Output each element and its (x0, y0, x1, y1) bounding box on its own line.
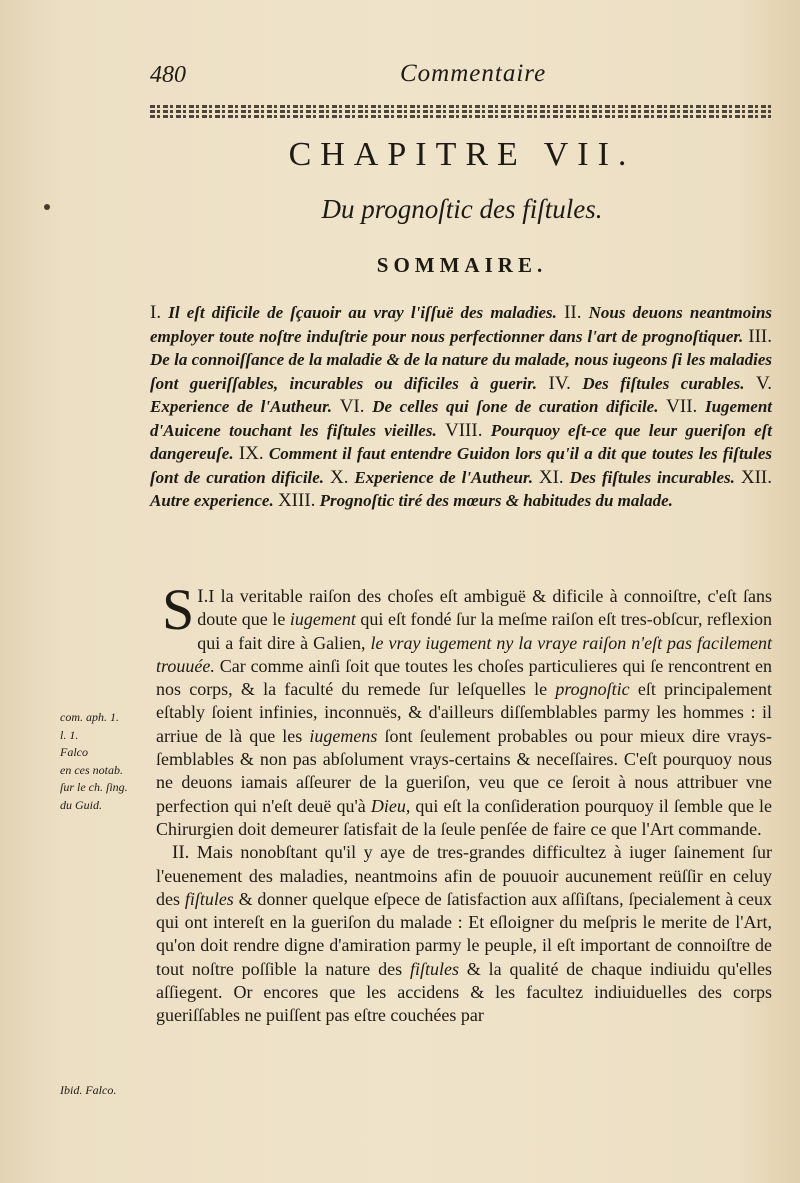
text-run: Car comme ainſi ſoit que toutes les choſes particulieres qui ſe rencontrent en nos corps, & la faculté du remede ſur leſquelles le (156, 655, 772, 700)
summary-num: III. (748, 325, 773, 347)
summary-num: I. (150, 302, 162, 323)
chapter-subtitle: Du prognoſtic des fiſtules. (321, 194, 603, 224)
italic-run: iugemens (309, 725, 378, 746)
margin-note-line: en ces notab. (60, 762, 123, 777)
summary-item: Des fiſtules curables. (582, 373, 745, 393)
margin-note-citation (60, 709, 152, 814)
summary-item: Autre experience. (150, 491, 274, 510)
summary-item: Prognoſtic tiré des mœurs & habitudes du malade. (319, 491, 673, 510)
italic-run: Dieu (370, 795, 406, 816)
summary-item: Il eſt dificile de ſçauoir au vray l'iſſuë des maladies. (168, 303, 557, 322)
text-run: & donner quelque eſpece de ſatisfaction aux aſſiſtans, ſpecialement à ceux qui ont intereſt en la gueriſon du malade : Et eſloigner du meſpris le merite de l'Art, qu'on doit rendre digne d'amiration parmy le peuple, il eſt important de connoiſtre de tout noſtre poſſible la nature des (156, 888, 773, 979)
summary-num: II. (564, 302, 582, 323)
summary-num: IV. (548, 372, 571, 394)
italic-run: iugement (289, 609, 356, 630)
margin-note-line: Falco (60, 745, 88, 759)
italic-run: prognoſtic (555, 679, 630, 700)
running-head (150, 58, 768, 90)
paragraph-2 (156, 841, 772, 1027)
paragraph-1 (156, 577, 773, 841)
sommaire-heading: SOMMAIRE. (376, 253, 548, 277)
ornament-band (150, 104, 774, 118)
italic-run: fiſtules (184, 888, 234, 909)
summary-item: De la connoiſſance de la maladie & de la nature du malade, nous iugeons ſi les maladies ſont gueriſſables, incurables ou dificiles à guerir. (150, 350, 772, 393)
main-text (156, 577, 773, 1028)
drop-cap: S (162, 577, 195, 642)
summary-item: Experience de l'Autheur. (150, 397, 333, 416)
text-run: I la veritable raiſon des choſes eſt ambiguë & dificile à connoiſtre, c'eſt ſans doute que le (197, 586, 772, 630)
section-number: II. (172, 842, 190, 864)
margin-note-line: l. 1. (60, 727, 79, 742)
summary-num: VII. (666, 396, 698, 417)
ink-spot (44, 204, 50, 210)
italic-run: fiſtules (409, 958, 459, 979)
summary-num: IX. (238, 443, 264, 464)
summary-num: V. (756, 372, 773, 394)
section-number: I. (197, 586, 209, 607)
chapter-title: CHAPITRE VII. (288, 136, 636, 173)
summary-item: Des fiſtules incurables. (569, 467, 735, 487)
sommaire-text (150, 301, 772, 513)
text-run: & la qualité de chaque indiuidu qu'elles aſſiegent. Or encores que les accidens & les facultez indiuiduelles des corps gueriſſables ne puiſſent pas eſtre couchées par (156, 958, 772, 1026)
summary-item: De celles qui ſone de curation dificile. (372, 397, 659, 416)
summary-item: Pourquoy eſt-ce que leur gueriſon eſt dangereuſe. (150, 420, 773, 463)
text-run: , qui eſt la conſideration pourquoy il ſemble que le Chirurgien doit demeurer ſatisfait de la ſeule penſée de faire ce que l'Art commande. (156, 795, 773, 839)
summary-item: Nous deuons neantmoins employer toute noſtre induſtrie pour nous perfectionner dans l'art de prognoſtiquer. (150, 303, 773, 346)
page-number: 480 (150, 62, 186, 88)
summary-num: XIII. (277, 490, 316, 511)
margin-note-line: com. aph. 1. (60, 710, 119, 724)
summary-num: VI. (339, 396, 365, 417)
running-title: Commentaire (400, 60, 547, 87)
summary-num: VIII. (445, 419, 483, 441)
text-run: Mais nonobſtant qu'il y aye de tres-grandes difficultez à iuger ſainement ſur l'euenement des maladies, neantmoins afin de pouuoir aucunement reüſſir en celuy des (156, 842, 772, 909)
summary-num: XII. (740, 466, 772, 488)
summary-item: Iugement d'Auicene touchant les fiſtules vieilles. (150, 397, 773, 440)
text-run: ſont ſeulement probables ou pour mieux dire vrays-ſemblables & non pas abſolument vrays-certains & neceſſaires. C'eſt pourquoy nous ne deuons iamais aſſeurer de la gueriſon, veu que ce ſeroit à nous attribuer vne perfection qui n'eſt deuë qu'à (156, 725, 773, 816)
text-run: qui eſt fondé ſur la meſme raiſon eſt tres-obſcur, reflexion qui a fait dire à Galien, (197, 609, 772, 653)
summary-item: Comment il faut entendre Guidon lors qu'il a dit que toutes les fiſtules ſont de curation dificile. (150, 444, 773, 487)
margin-note-line: ſur le ch. ſing. (60, 780, 128, 794)
summary-num: X. (329, 466, 349, 488)
italic-run: le vray iugement ny la vraye raiſon n'eſt pas facilement trouuée. (156, 632, 772, 676)
summary-num: XI. (538, 466, 564, 488)
margin-note-ibid: Ibid. Falco. (60, 1083, 117, 1097)
text-run: eſt principalement eſtably ſoient infinies, inconnuës, & d'ailleurs diſſemblables parmy les hommes : il arriue de là que les (156, 679, 773, 746)
summary-item: Experience de l'Autheur. (354, 467, 533, 487)
margin-note-line: du Guid. (60, 797, 102, 812)
